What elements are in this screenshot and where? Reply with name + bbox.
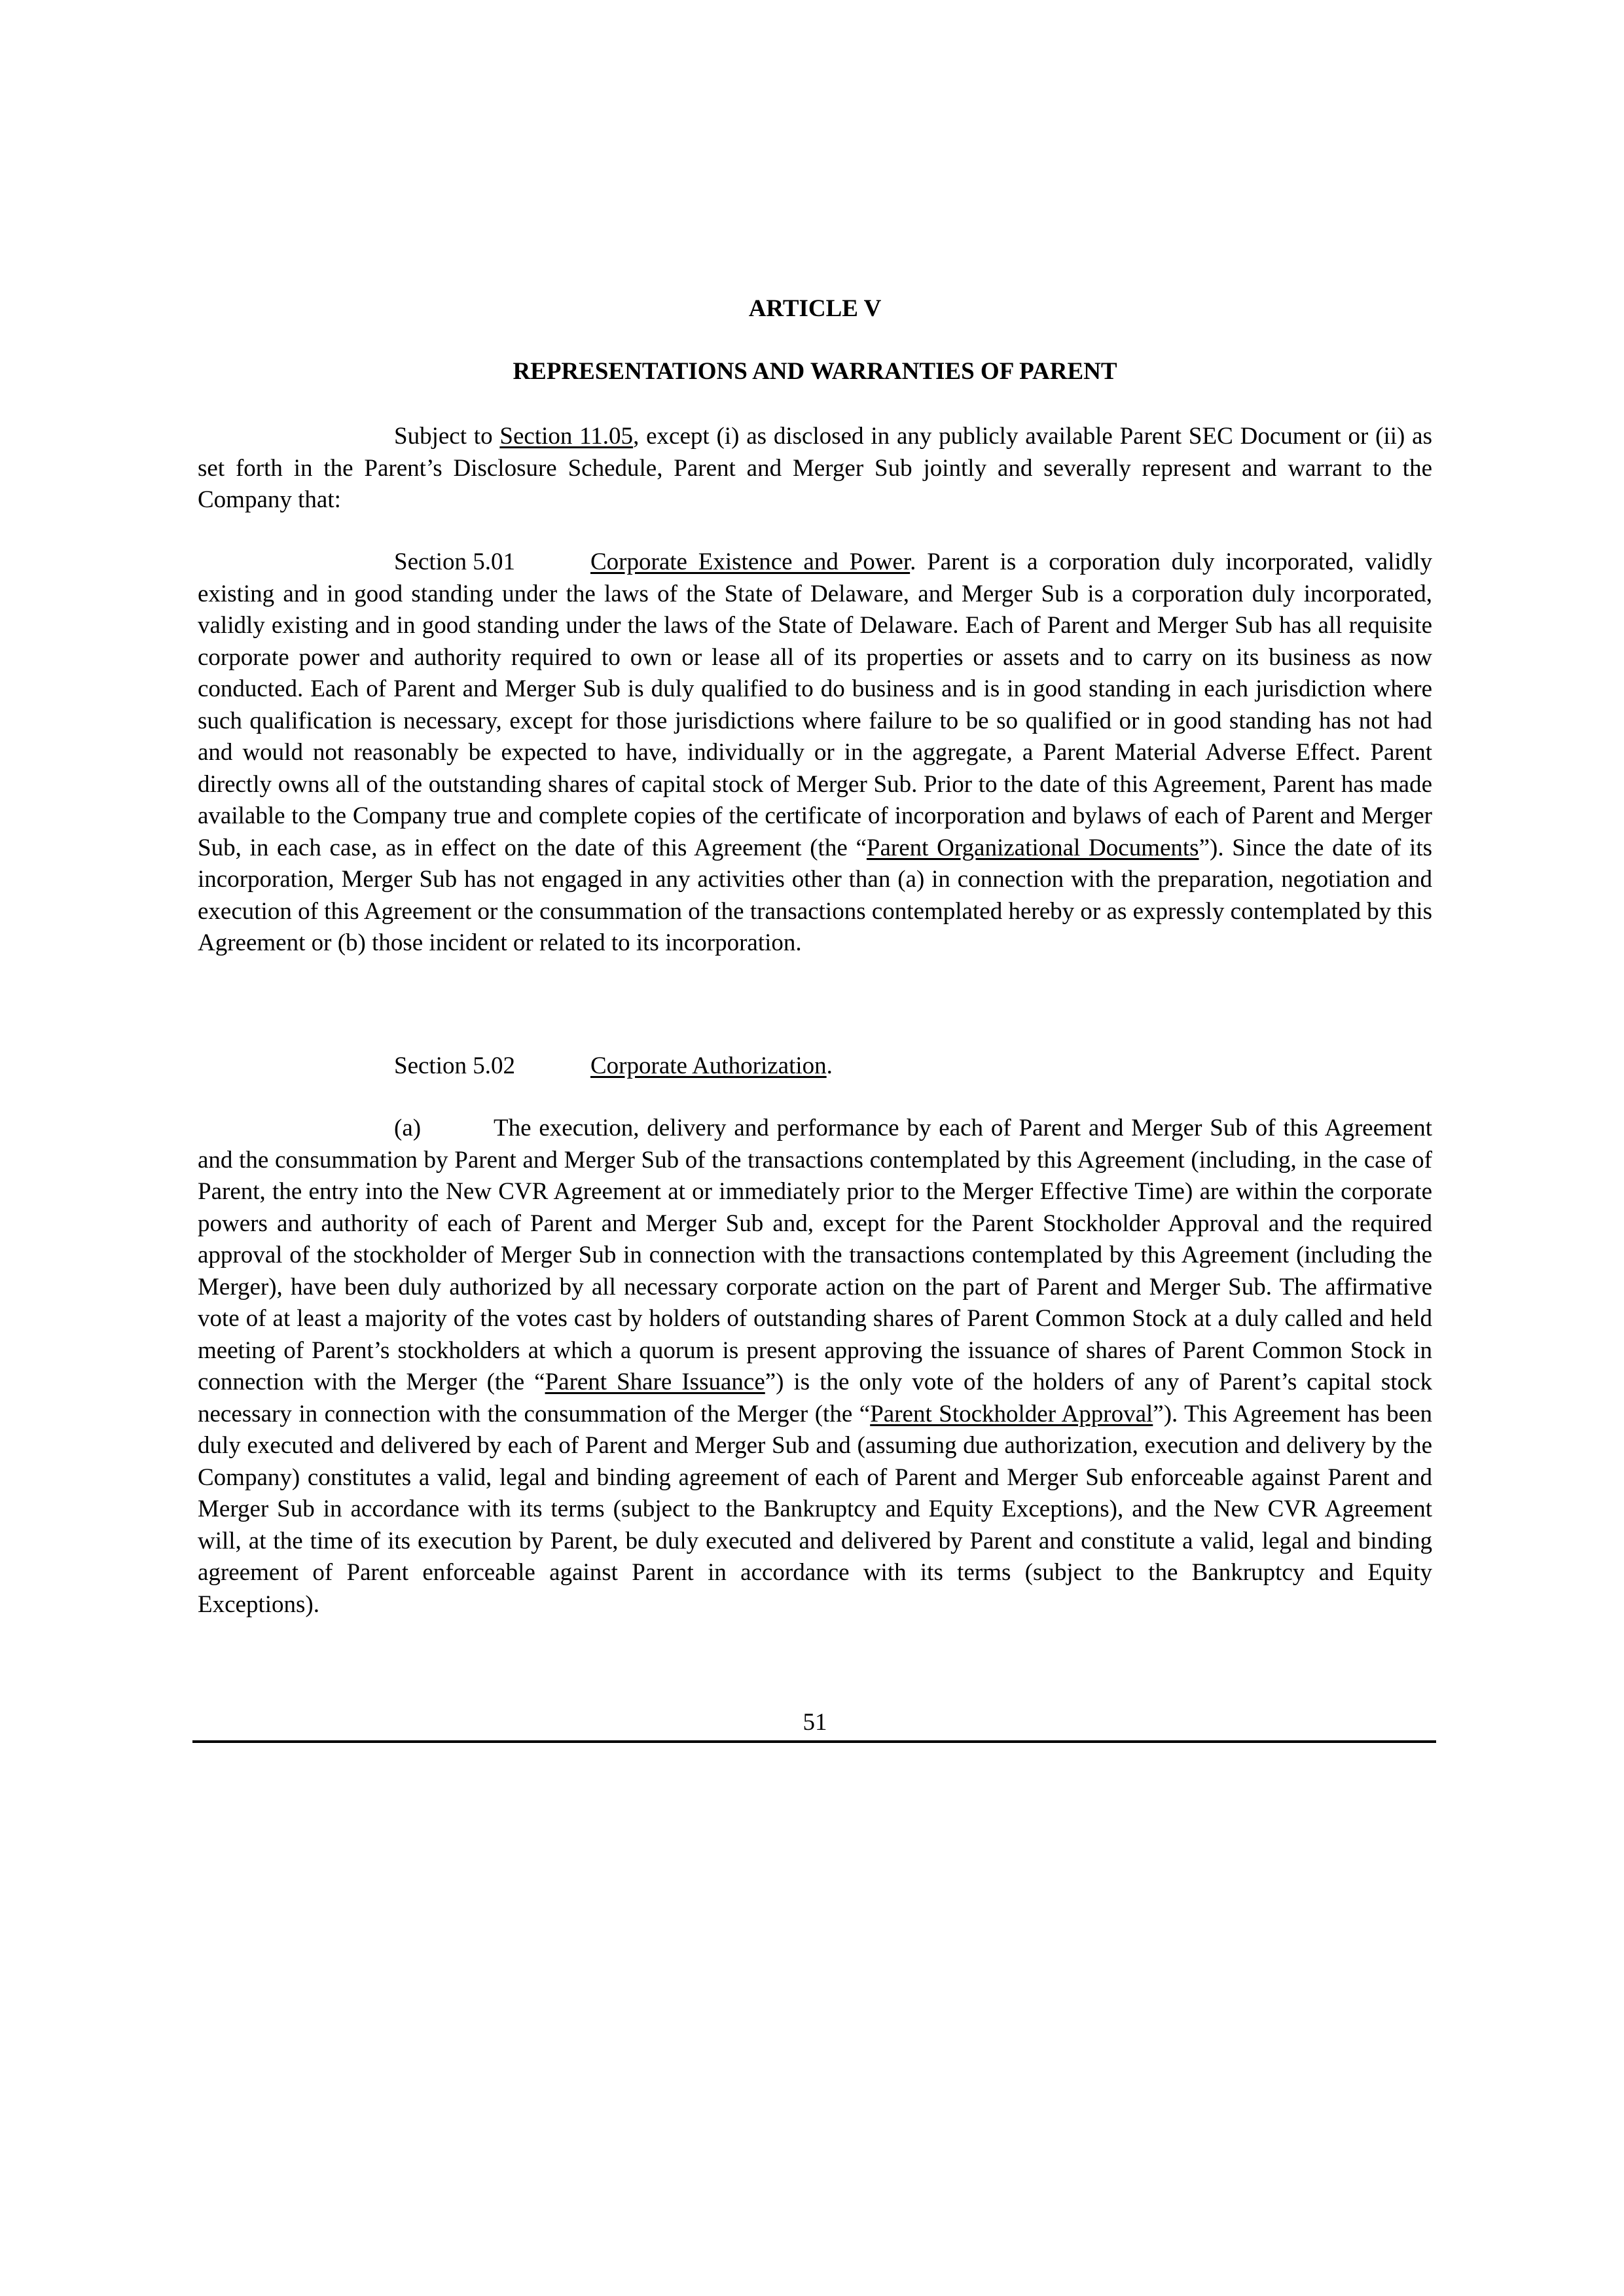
- section-text: ”). Since the date of its incorporation, Merger Sub has not engaged in any activities other than (a) in connection with the preparation, negotiation and execution of this Agreement or the consummation of the transactions contemplated hereby or as expressly contemplated by this Agreement or (b) those incident or related to its incorporation.: [198, 834, 1433, 956]
- section-5-02-a-paragraph: [198, 1113, 1432, 1621]
- section-heading-end: .: [826, 1052, 833, 1079]
- section-text: . Parent is a corporation duly incorporated, validly existing and in good standing under the laws of the State of Delaware, and Merger Sub is a corporation duly incorporated, validly existing and in good standing under the laws of the State of Delaware. Each of Parent and Merger Sub has all requisite corporate power and authority required to own or lease all of its properties or assets and to carry on its business as now conducted. Each of Parent and Merger Sub is duly qualified to do business and is in good standing in each jurisdiction where such qualification is necessary, except for those jurisdictions where failure to be so qualified or in good standing has not had and would not reasonably be expected to have, individually or in the aggregate, a Parent Material Adverse Effect. Parent directly owns all of the outstanding shares of capital stock of Merger Sub. Prior to the date of this Agreement, Parent has made available to the Company true and complete copies of the certificate of incorporation and bylaws of each of Parent and Merger Sub, in each case, as in effect on the date of this Agreement (the “: [198, 548, 1432, 861]
- section-reference-link: Section 11.05: [499, 423, 634, 450]
- section-text: ”) is the only vote of the holders of any of Parent’s capital stock necessary in connection with the consummation of the Merger (the “: [198, 1369, 1432, 1427]
- section-text: ”). This Agreement has been duly executed and delivered by each of Parent and Merger Sub and (assuming due authorization, execution and delivery by the Company) constitutes a valid, legal and binding agreement of each of Parent and Merger Sub enforceable against Parent and Merger Sub in accordance with its terms (subject to the Bankruptcy and Equity Exceptions), and the New CVR Agreement will, at the time of its execution by Parent, be duly executed and delivered by Parent and constitute a valid, legal and binding agreement of Parent enforceable against Parent in accordance with its terms (subject to the Bankruptcy and Equity Exceptions).: [198, 1400, 1432, 1618]
- section-number: Section 5.02: [394, 1052, 515, 1079]
- document-page: [198, 0, 1432, 2296]
- defined-term: Parent Stockholder Approval: [870, 1400, 1153, 1427]
- defined-term: Parent Organizational Documents: [866, 834, 1199, 861]
- intro-text: , except (i) as disclosed in any publicly available Parent SEC Document or (ii) as set forth in the Parent’s Disclosure Schedule, Parent and Merger Sub jointly and severally represent and warrant to the Company that:: [198, 423, 1432, 513]
- subsection-label: (a): [394, 1115, 422, 1141]
- section-5-01-paragraph: [198, 547, 1432, 960]
- defined-term: Parent Share Issuance: [545, 1369, 765, 1395]
- section-heading: Corporate Authorization: [590, 1052, 827, 1079]
- section-5-02-heading: [198, 1050, 1432, 1083]
- footer-rule: [192, 1740, 1436, 1743]
- intro-paragraph: [198, 421, 1432, 516]
- section-heading: Corporate Existence and Power: [590, 548, 911, 575]
- page-number: 51: [803, 1709, 827, 1736]
- section-number: Section 5.01: [394, 548, 515, 575]
- intro-lead: Subject to: [394, 423, 500, 450]
- article-subtitle: REPRESENTATIONS AND WARRANTIES OF PARENT: [513, 358, 1117, 385]
- section-text: The execution, delivery and performance by each of Parent and Merger Sub of this Agreement and the consummation by Parent and Merger Sub of the transactions contemplated by this Agreement (including, in the case of Parent, the entry into the New CVR Agreement at or immediately prior to the Merger Effective Time) are within the corporate powers and authority of each of Parent and Merger Sub and, except for the Parent Stockholder Approval and the required approval of the stockholder of Merger Sub in connection with the transactions contemplated by this Agreement (including the Merger), have been duly authorized by all necessary corporate action on the part of Parent and Merger Sub. The affirmative vote of at least a majority of the votes cast by holders of outstanding shares of Parent Common Stock at a duly called and held meeting of Parent’s stockholders at which a quorum is present approving the issuance of shares of Parent Common Stock in connection with the Merger (the “: [198, 1115, 1432, 1395]
- article-title: ARTICLE V: [748, 295, 882, 322]
